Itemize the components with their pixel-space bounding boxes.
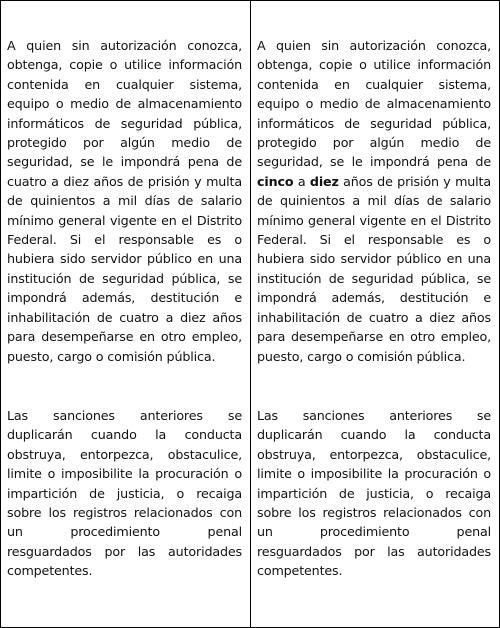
left-paragraph-2: Las sanciones anteriores se duplicarán cuando la conducta obstruya, entorpezca, obstaculice, limite o imposibilite la procuración o impartición de justicia, o recaiga sobre los registros relacionados con un procedimiento penal resguardados por las autoridades competentes. bbox=[7, 407, 242, 579]
right-p1-text-before: A quien sin autorización conozca, obtenga, copie o utilice información contenida en cualquier sistema, equipo o medio de almacenamiento informáticos de seguridad pública, protegido por algún medio de seguridad, se le impondrá pena de bbox=[257, 38, 491, 170]
right-p1-bold-cinco: cinco bbox=[257, 173, 294, 189]
right-p1-bold-diez: diez bbox=[309, 173, 339, 189]
left-paragraph-1: A quien sin autorización conozca, obtenga, copie o utilice información contenida en cualquier sistema, equipo o medio de almacenamiento informáticos de seguridad pública, protegido por algún medio de seguridad, se le impondrá pena de cuatro a diez años de prisión y multa de quinientos a mil días de salario mínimo general vigente en el Distrito Federal. Si el responsable es o hubiera sido servidor público en una institución de seguridad pública, se impondrá además, destitución e inhabilitación de cuatro a diez años para desempeñarse en otro empleo, puesto, cargo o comisión pública. bbox=[7, 38, 242, 364]
right-paragraph-1 bbox=[257, 36, 491, 366]
left-column bbox=[1, 1, 250, 627]
right-p1-text-mid: a bbox=[293, 173, 310, 189]
right-column bbox=[250, 1, 499, 627]
right-paragraph-2: Las sanciones anteriores se duplicarán cuando la conducta obstruya, entorpezca, obstaculice, limite o imposibilite la procuración o impartición de justicia, o recaiga sobre los registros relacionados con un procedimiento penal resguardados por las autoridades competentes. bbox=[257, 407, 491, 579]
right-p1-text-after: años de prisión y multa de quinientos a mil días de salario mínimo general vigente en el Distrito Federal. Si el responsable es o hubiera sido servidor público en una institución de seguridad pública, se impondrá además, destitución e inhabilitación de cuatro a diez años para desempeñarse en otro empleo, puesto, cargo o comisión pública. bbox=[257, 173, 491, 364]
